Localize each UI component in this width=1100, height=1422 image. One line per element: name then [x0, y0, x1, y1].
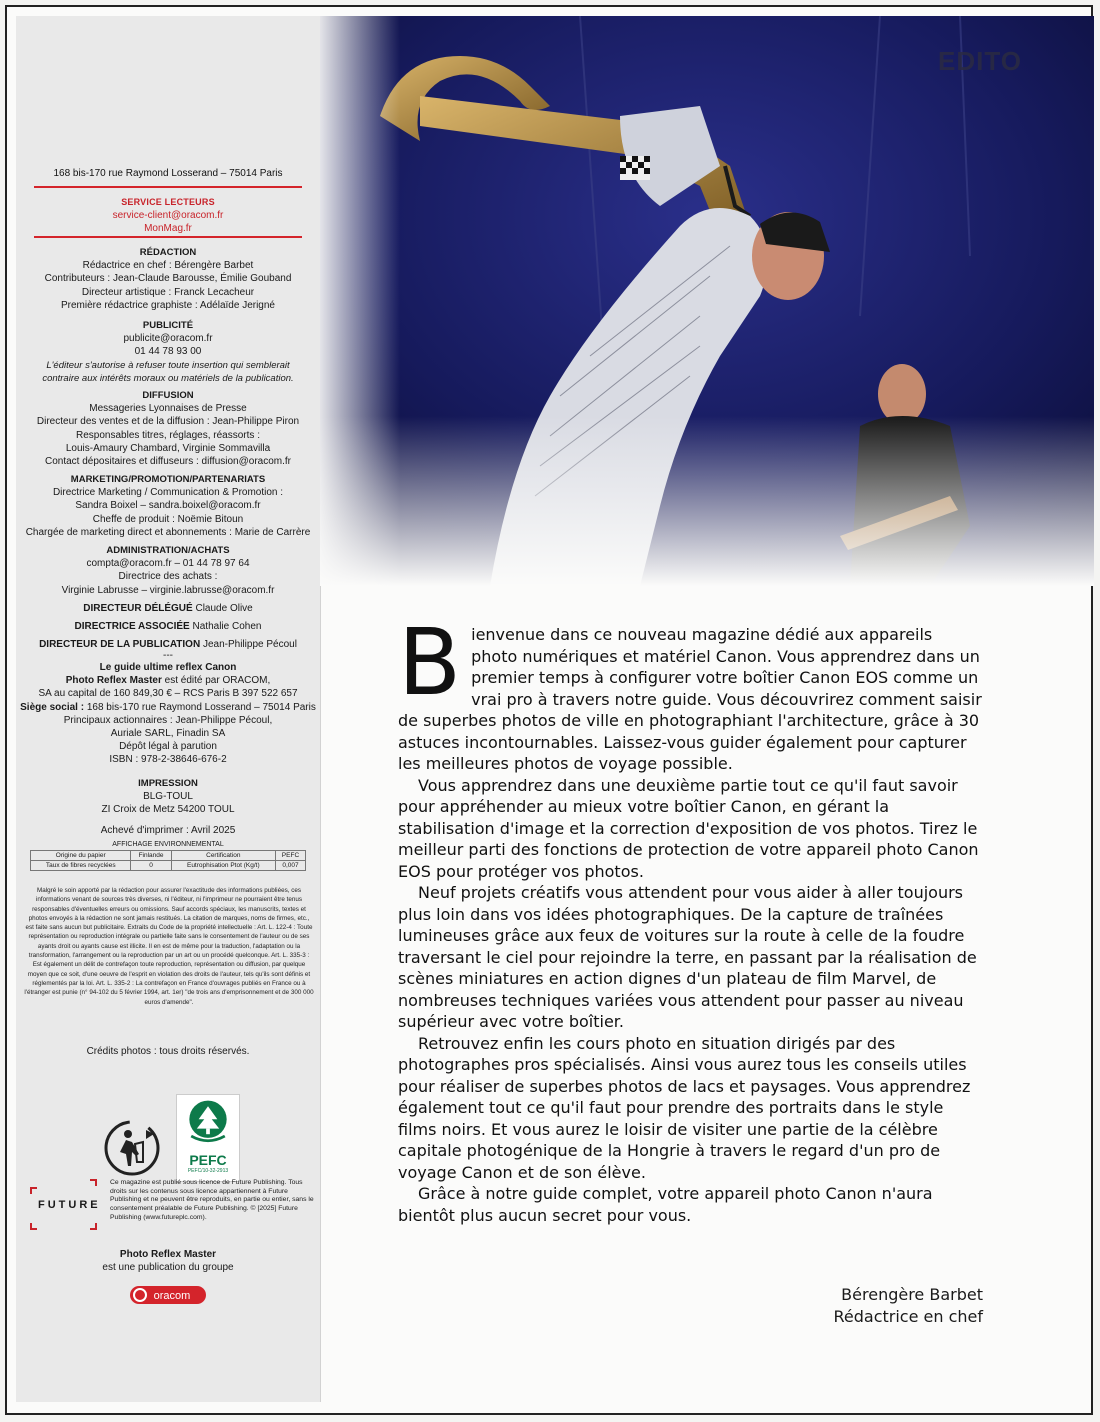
publicite-phone: 01 44 78 93 00 [134, 346, 202, 358]
publicite-email: publicite@oracom.fr [123, 333, 213, 345]
edito-tag: EDITO [938, 46, 1022, 76]
redaction-heading: RÉDACTION [139, 247, 197, 258]
separator: --- [163, 650, 173, 661]
diffusion-block [16, 389, 320, 468]
redaction-line: Rédactrice en chef : Bérengère Barbet [82, 260, 254, 272]
guide-isbn: ISBN : 978-2-38646-676-2 [109, 754, 227, 766]
publication-group-line: est une publication du groupe [102, 1262, 234, 1273]
directrice-associee-name: Nathalie Cohen [192, 621, 262, 632]
impression-block [16, 777, 320, 817]
administration-line: Virginie Labrusse – virginie.labrusse@oracom.fr [61, 584, 275, 596]
future-corner [30, 1223, 37, 1230]
guide-line: Dépôt légal à parution [119, 741, 217, 753]
directeur-publication-name: Jean-Philippe Pécoul [202, 639, 297, 650]
guide-line: Principaux actionnaires : Jean-Philippe Pécoul, [63, 714, 273, 726]
future-license-block [30, 1179, 320, 1241]
redaction-line: Directeur artistique : Franck Lecacheur [81, 286, 255, 298]
drop-cap: B [398, 609, 462, 716]
future-logo: FUTURE [38, 1199, 101, 1211]
diffusion-line: Contact dépositaires et diffuseurs : diffusion@oracom.fr [44, 456, 291, 468]
red-divider [34, 236, 302, 238]
photo-credits: Crédits photos : tous droits réservés. [86, 1046, 250, 1057]
marketing-line: Cheffe de produit : Noëmie Bitoun [92, 513, 244, 525]
pefc-code: PEFC/10-32-2913 [187, 1168, 229, 1174]
future-corner [30, 1187, 37, 1194]
redaction-line: Contributeurs : Jean-Claude Barousse, Émilie Gouband [44, 273, 292, 285]
pefc-label: PEFC [189, 1152, 227, 1168]
service-lecteurs [16, 196, 320, 235]
pefc-logo [176, 1094, 240, 1182]
marketing-line: Chargée de marketing direct et abonnements : Marie de Carrère [25, 526, 311, 538]
signature-name: Bérengère Barbet [841, 1285, 983, 1304]
directeur-delegue-name: Claude Olive [195, 603, 253, 614]
legal-notice: Malgré le soin apporté par la rédaction pour assurer l'exactitude des informations publiées, ces informations venant de sources très diverses, ni l'éditeur, ni l'imprimeur ne pourraient être tenus responsables d'éventuelles erreurs ou omissions. Sauf accords spéciaux, les manuscrits, textes et photos envoyés à la rédaction ne sont jamais restitués. La citation de marques, noms de firmes, etc., est faite sans aucun but publicitaire. Extraits du Code de la propriété intellectuelle : Art. L. 122-4 : Toute représentation ou reproduction intégrale ou partielle faite sans le consentement de l'auteur ou de ses ayants droit ou ayants cause est illicite. Il en est de même pour la traduction, l'adaptation ou la transformation, l'arrangement ou la reproduction par un art ou un procédé quelconque. Art. L. 335-3 : Est également un délit de contrefaçon toute reproduction, représentation ou diffusion, par quelque moyen que ce soit, d'une oeuvre de l'esprit en violation des droits de l'auteur, tels qu'ils sont définis et réglementés par la loi. Art. L. 335-2 : La contrefaçon en France d'ouvrages publiés en France ou à l'étranger est punie (n° 94-102 du 5 février 1994, art. 1er) "de trois ans d'emprisonnement et de 300 000 euros d'amende". [24, 887, 314, 1006]
diffusion-line: Messageries Lyonnaises de Presse [89, 403, 247, 415]
publicite-note: L'éditeur s'autorise à refuser toute insertion qui semblerait contraire aux intérêts moraux ou matériels de la publication. [42, 359, 294, 384]
table-cell: Origine du papier [31, 851, 131, 861]
administration-line: Directrice des achats : [118, 571, 218, 583]
diffusion-line: Directeur des ventes et de la diffusion : Jean-Philippe Piron [36, 416, 300, 428]
marketing-heading: MARKETING/PROMOTION/PARTENARIATS [70, 474, 266, 485]
affichage-title: AFFICHAGE ENVIRONNEMENTAL [112, 841, 224, 848]
directrice-associee-label: DIRECTRICE ASSOCIÉE [74, 621, 190, 632]
directeur-delegue [16, 602, 320, 615]
impression-heading: IMPRESSION [138, 778, 198, 789]
publication-of [16, 1248, 320, 1274]
article-paragraph: Grâce à notre guide complet, votre appareil photo Canon n'aura bientôt plus aucun secret pour vous. [398, 1184, 933, 1225]
guide-publisher-name: Photo Reflex Master [65, 675, 162, 687]
redaction-block [16, 246, 320, 312]
marketing-block [16, 473, 320, 539]
table-row [31, 851, 306, 861]
red-divider [34, 186, 302, 188]
directeur-publication-label: DIRECTEUR DE LA PUBLICATION [39, 639, 201, 650]
oracom-logo-text: oracom [153, 1290, 191, 1302]
environment-table [30, 850, 306, 871]
publicite-block [16, 319, 320, 385]
acheve-imprimer: Achevé d'imprimer : Avril 2025 [100, 825, 236, 836]
administration-heading: ADMINISTRATION/ACHATS [106, 545, 230, 556]
future-corner [90, 1223, 97, 1230]
service-lecteurs-site[interactable]: MonMag.fr [144, 223, 192, 234]
table-cell: Certification [171, 851, 275, 861]
article-paragraph: Vous apprendrez dans une deuxième partie tout ce qu'il faut savoir pour appréhender au mieux votre boîtier Canon, en gérant la stabilisation d'image et la correction d'exposition de vos photos. Tirez le meilleur parti des fonctions de protection de votre appareil photo Canon EOS pour protéger vos photos. [398, 775, 979, 881]
diffusion-line: Louis-Amaury Chambard, Virginie Sommavilla [65, 442, 271, 454]
publicite-heading: PUBLICITÉ [142, 320, 194, 331]
table-cell: Finlande [131, 851, 171, 861]
article-paragraph [398, 609, 983, 775]
table-cell: Eutrophisation Ptot (Kg/t) [171, 861, 275, 871]
future-corner [90, 1179, 97, 1186]
diffusion-heading: DIFFUSION [142, 390, 194, 401]
table-row [31, 861, 306, 871]
table-cell: 0,007 [275, 861, 305, 871]
table-cell: 0 [131, 861, 171, 871]
administration-block [16, 544, 320, 597]
guide-title: Le guide ultime reflex Canon [99, 662, 237, 673]
siege-value: 168 bis-170 rue Raymond Losserand – 75014 Paris [84, 701, 316, 713]
oracom-logo [128, 1284, 208, 1306]
publisher-address: 168 bis-170 rue Raymond Losserand – 75014 Paris [53, 168, 283, 179]
service-lecteurs-email[interactable]: service-client@oracom.fr [112, 210, 224, 221]
administration-line: compta@oracom.fr – 01 44 78 97 64 [86, 558, 250, 570]
signature [833, 1284, 983, 1328]
editorial-article [398, 609, 983, 1226]
pefc-tree-icon [177, 1095, 239, 1151]
marketing-line: Sandra Boixel – sandra.boixel@oracom.fr [75, 500, 261, 512]
table-cell: PEFC [275, 851, 305, 861]
article-paragraph: Neuf projets créatifs vous attendent pour vous aider à aller toujours plus loin dans vos idées photographiques. De la capture de traînées lumineuses grâce aux feux de voitures sur la route à celle de la foudre traversant le ciel pour rejoindre la terre, en passant par la réalisation de scènes miniatures en action dignes d'un plateau de film Marvel, de nombreuses techniques variées vous attendent pour passer au niveau supérieur avec votre boîtier. [398, 883, 977, 1031]
guide-publisher-rest: est édité par ORACOM, [161, 675, 271, 687]
marketing-line: Directrice Marketing / Communication & Promotion : [52, 487, 284, 499]
recycle-icon [102, 1118, 162, 1178]
redaction-line: Première rédactrice graphiste : Adélaïde Jerigné [60, 299, 275, 311]
article-paragraph-text: ienvenue dans ce nouveau magazine dédié aux appareils photo numériques et matériel Canon. Vous apprendrez dans un premier temps à configurer votre boîtier Canon EOS comme un vrai pro à travers notre guide. Vous découvrirez comment saisir de superbes photos de ville en photographiant l'architecture, grâce à 30 astuces incontournables. Laissez-vous guider également pour capturer les meilleures photos de voyage possible. [398, 625, 982, 773]
diffusion-line: Responsables titres, réglages, réassorts : [76, 429, 260, 441]
impression-line: BLG-TOUL [143, 791, 193, 803]
guide-line: Auriale SARL, Finadin SA [110, 728, 226, 740]
signature-role: Rédactrice en chef [833, 1307, 983, 1326]
impression-line: ZI Croix de Metz 54200 TOUL [101, 804, 235, 816]
future-license-text: Ce magazine est publié sous licence de Future Publishing. Tous droits sur les contenus sous licence appartiennent à Future Publishing et ne peuvent être reproduits, en partie ou entier, sans le consentement préalable de Future Publishing. © [2025] Future Publishing (www.futureplc.com). [110, 1179, 314, 1221]
publication-name: Photo Reflex Master [119, 1249, 217, 1260]
guide-capital: SA au capital de 160 849,30 € – RCS Paris B 397 522 657 [38, 688, 298, 700]
hero-photo [320, 16, 1094, 586]
guide-block [16, 661, 320, 767]
service-lecteurs-heading: SERVICE LECTEURS [121, 197, 215, 207]
table-cell: Taux de fibres recyclées [31, 861, 131, 871]
siege-label: Siège social : [20, 701, 85, 713]
directeur-delegue-label: DIRECTEUR DÉLÉGUÉ [83, 603, 193, 614]
masthead-column [16, 16, 321, 1402]
directrice-associee [16, 620, 320, 633]
article-paragraph: Retrouvez enfin les cours photo en situation dirigés par des photographes pros spécialisés. Ainsi vous aurez tous les conseils utiles pour réaliser de superbes photos de lacs et paysages. Vous apprendrez également tout ce qu'il faut pour prendre des portraits dans le style films noirs. Et vous aurez le loisir de visiter une partie de la célèbre capitale photogénique de la Hongrie à travers le regard d'un pro de voyage Canon et de son élève. [398, 1033, 971, 1182]
